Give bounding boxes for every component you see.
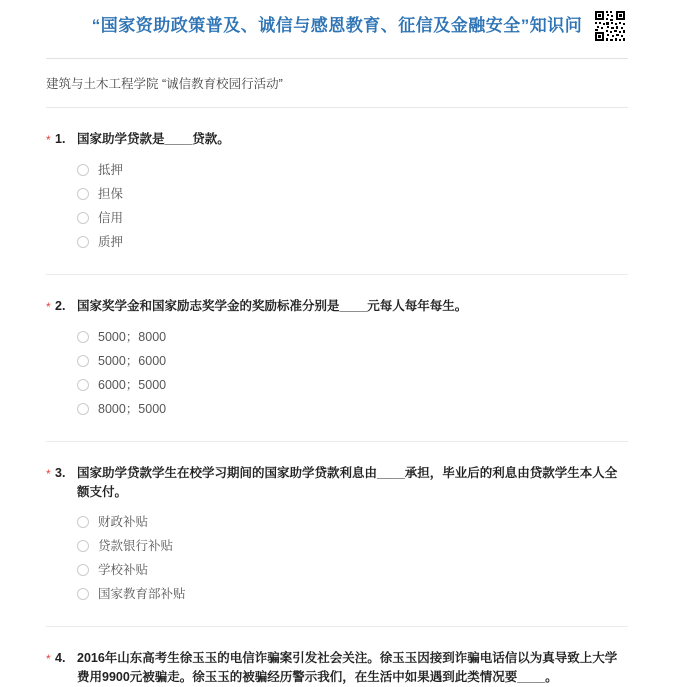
option-row[interactable] bbox=[77, 206, 628, 230]
option-label: 5000；6000 bbox=[98, 354, 167, 368]
question-header bbox=[46, 297, 628, 317]
question-number: 1. bbox=[55, 132, 66, 146]
question-item bbox=[46, 108, 628, 275]
required-marker: * bbox=[46, 652, 51, 666]
question-header bbox=[46, 130, 628, 150]
question-text: 国家助学贷款学生在校学习期间的国家助学贷款利息由____承担，毕业后的利息由贷款学生本人全额支付。 bbox=[77, 466, 618, 499]
option-label: 6000；5000 bbox=[98, 378, 167, 392]
option-group bbox=[77, 158, 628, 254]
question-item bbox=[46, 275, 628, 442]
radio-icon[interactable] bbox=[77, 403, 89, 415]
question-text: 国家助学贷款是____贷款。 bbox=[77, 132, 230, 146]
qr-code-icon bbox=[594, 10, 626, 42]
option-row[interactable] bbox=[77, 397, 628, 421]
option-label: 信用 bbox=[98, 211, 124, 225]
option-label: 质押 bbox=[98, 235, 124, 249]
radio-icon[interactable] bbox=[77, 516, 89, 528]
question-item bbox=[46, 627, 628, 687]
question-text: 国家奖学金和国家励志奖学金的奖励标准分别是____元每人每年每生。 bbox=[77, 299, 468, 313]
option-label: 学校补贴 bbox=[98, 563, 149, 577]
option-row[interactable] bbox=[77, 534, 628, 558]
option-group bbox=[77, 325, 628, 421]
required-marker: * bbox=[46, 300, 51, 314]
option-row[interactable] bbox=[77, 373, 628, 397]
radio-icon[interactable] bbox=[77, 212, 89, 224]
option-row[interactable] bbox=[77, 349, 628, 373]
option-row[interactable] bbox=[77, 325, 628, 349]
option-label: 国家教育部补贴 bbox=[98, 587, 186, 601]
question-list bbox=[0, 108, 674, 687]
required-marker: * bbox=[46, 133, 51, 147]
question-header bbox=[46, 649, 628, 687]
radio-icon[interactable] bbox=[77, 188, 89, 200]
radio-icon[interactable] bbox=[77, 331, 89, 343]
option-label: 8000；5000 bbox=[98, 402, 167, 416]
radio-icon[interactable] bbox=[77, 540, 89, 552]
option-row[interactable] bbox=[77, 558, 628, 582]
survey-subtitle: 建筑与土木工程学院 “诚信教育校园行活动” bbox=[46, 77, 283, 91]
question-item bbox=[46, 442, 628, 627]
radio-icon[interactable] bbox=[77, 588, 89, 600]
option-row[interactable] bbox=[77, 582, 628, 606]
radio-icon[interactable] bbox=[77, 379, 89, 391]
option-row[interactable] bbox=[77, 182, 628, 206]
option-label: 5000；8000 bbox=[98, 330, 167, 344]
option-label: 担保 bbox=[98, 187, 124, 201]
radio-icon[interactable] bbox=[77, 236, 89, 248]
question-text: 2016年山东高考生徐玉玉的电信诈骗案引发社会关注。徐玉玉因接到诈骗电话信以为真导致上大学费用9900元被骗走。徐玉玉的被骗经历警示我们，在生活中如果遇到此类情况要____。 bbox=[77, 651, 618, 684]
radio-icon[interactable] bbox=[77, 564, 89, 576]
option-row[interactable] bbox=[77, 510, 628, 534]
option-group bbox=[77, 510, 628, 606]
radio-icon[interactable] bbox=[77, 164, 89, 176]
option-row[interactable] bbox=[77, 230, 628, 254]
page-title: “国家资助政策普及、诚信与感恩教育、征信及金融安全”知识问 bbox=[91, 16, 583, 35]
radio-icon[interactable] bbox=[77, 355, 89, 367]
question-number: 3. bbox=[55, 466, 66, 480]
option-label: 贷款银行补贴 bbox=[98, 539, 174, 553]
option-label: 抵押 bbox=[98, 163, 124, 177]
page-header bbox=[0, 0, 674, 48]
option-row[interactable] bbox=[77, 158, 628, 182]
question-number: 2. bbox=[55, 299, 66, 313]
header-divider bbox=[46, 58, 628, 59]
option-label: 财政补贴 bbox=[98, 515, 149, 529]
question-number: 4. bbox=[55, 651, 66, 665]
question-header bbox=[46, 464, 628, 502]
required-marker: * bbox=[46, 467, 51, 481]
